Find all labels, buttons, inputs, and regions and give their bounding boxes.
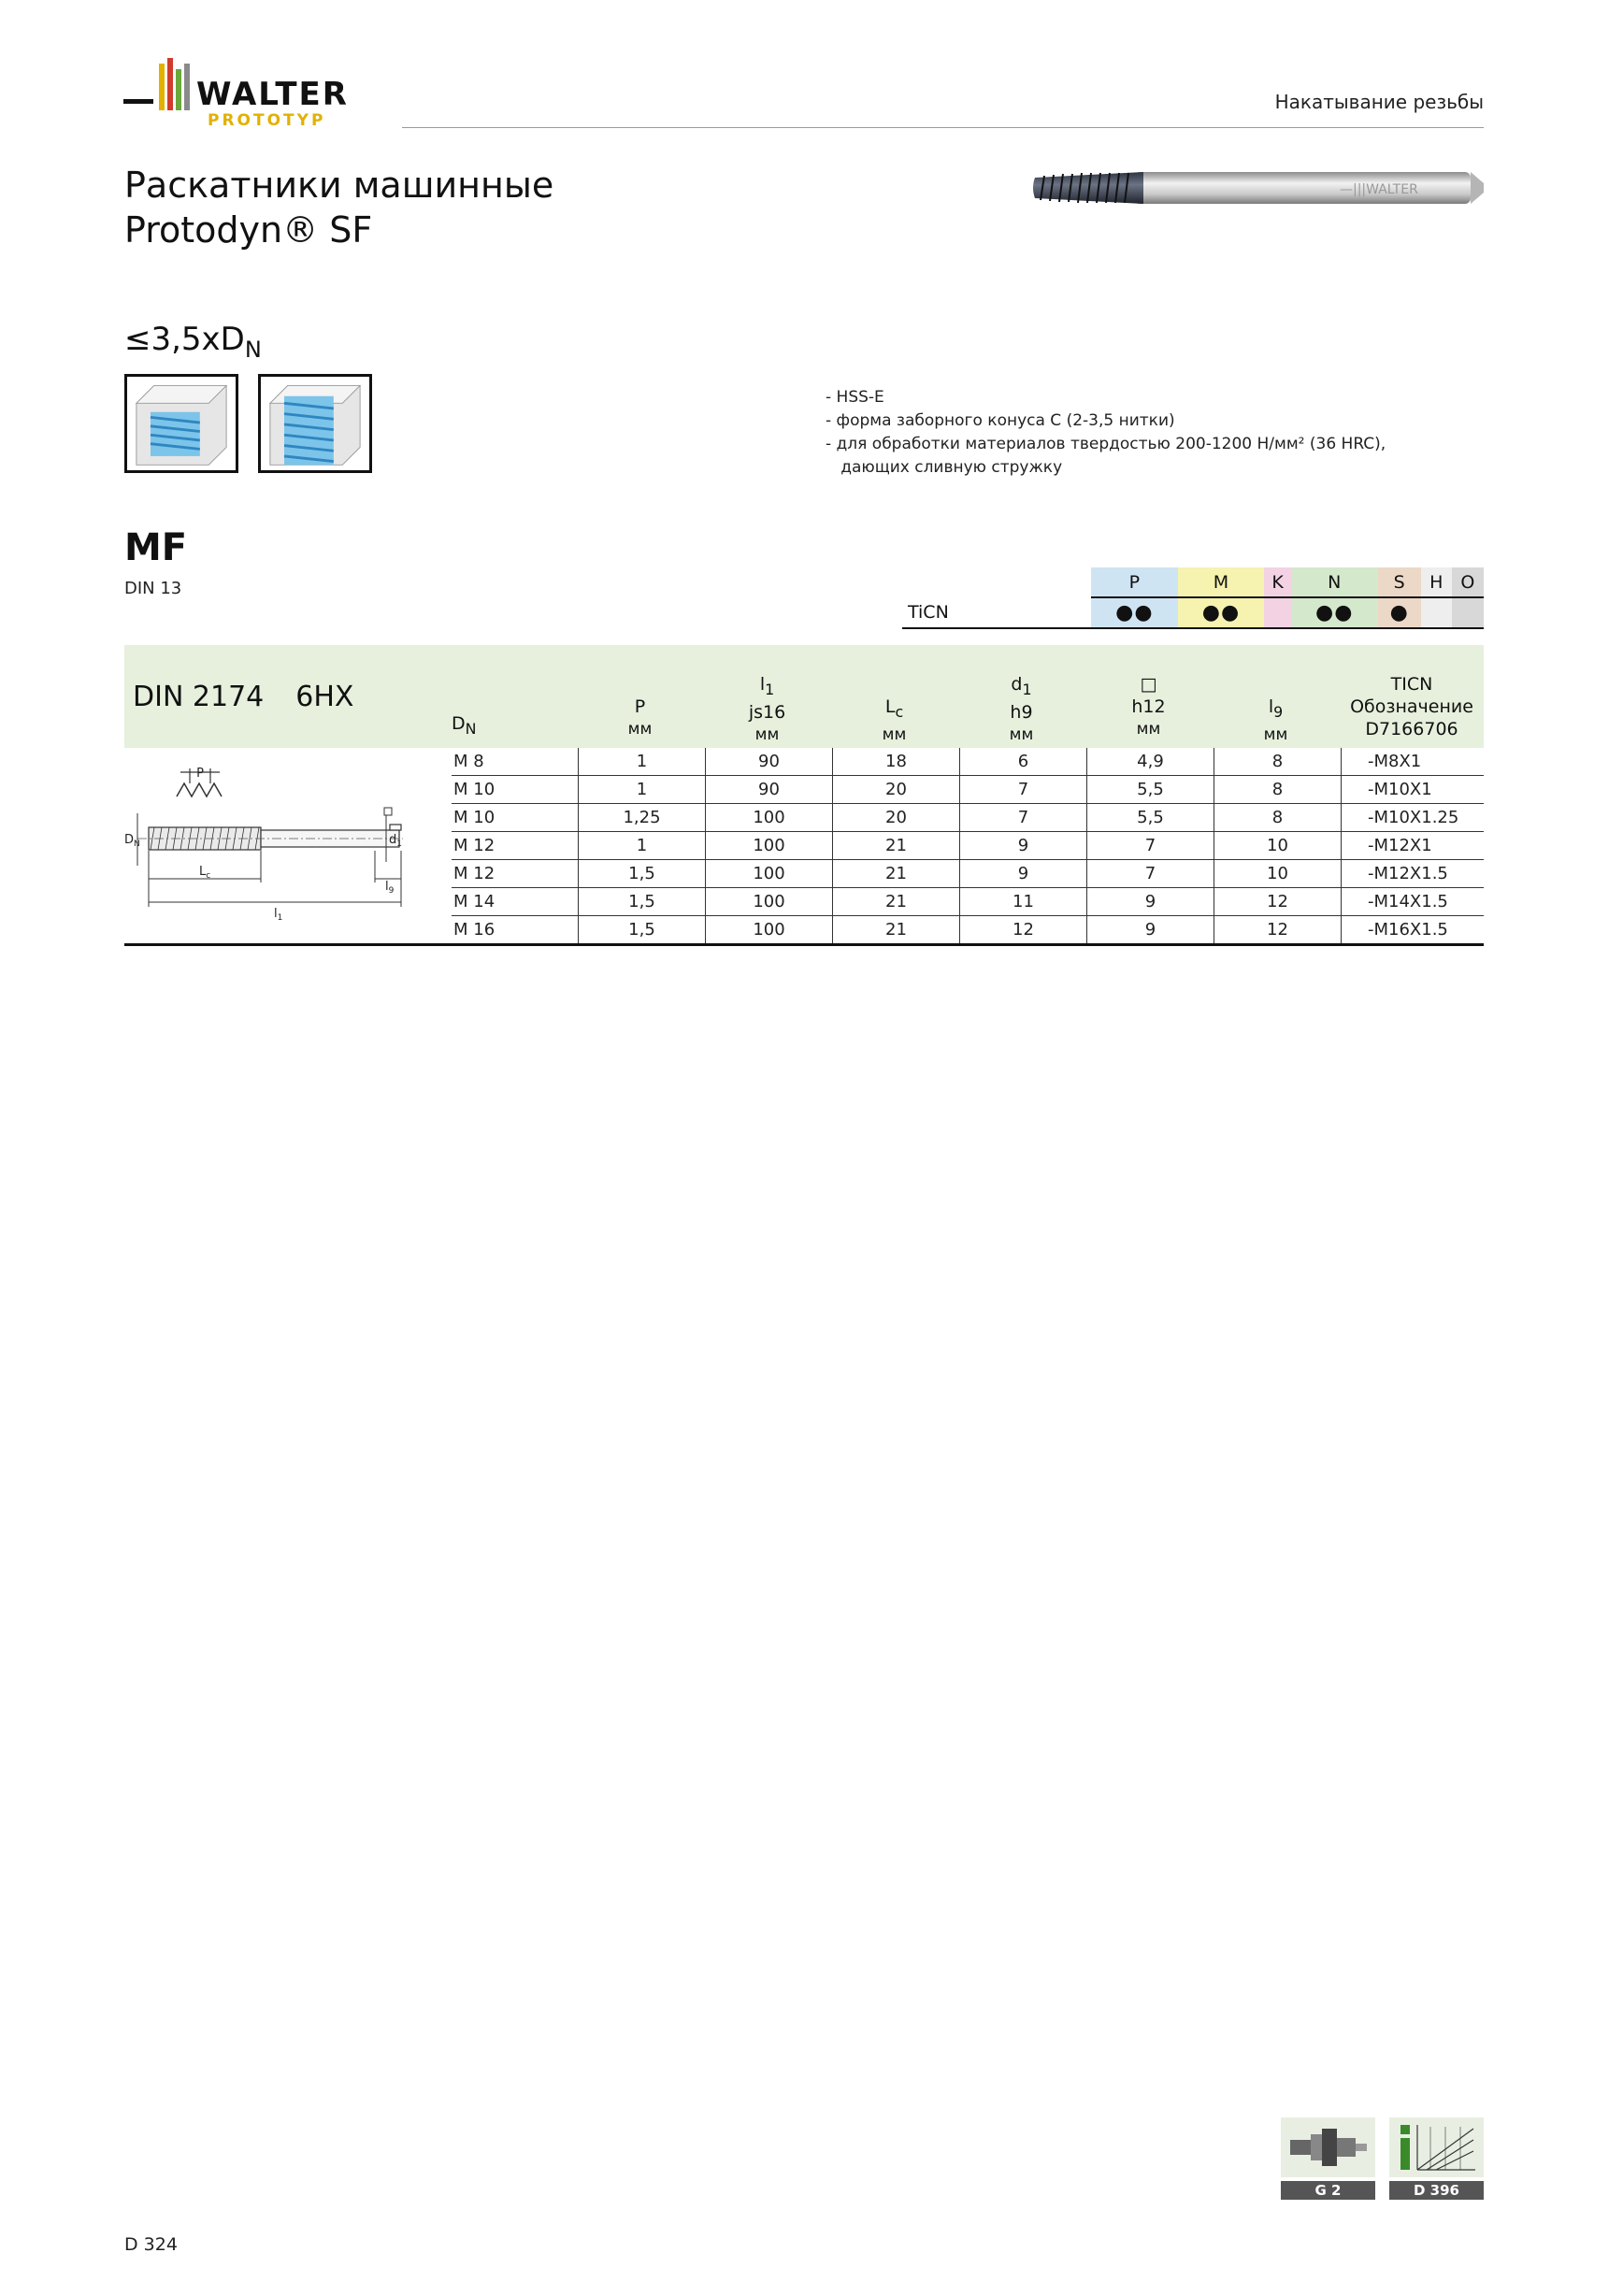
- table-cell: 1,25: [579, 804, 706, 832]
- table-row: [452, 832, 1484, 860]
- table-cell: 5,5: [1087, 804, 1214, 832]
- table-cell: 9: [1087, 916, 1214, 944]
- table-tolerance: 6HX: [295, 681, 354, 713]
- rating-m: ●●: [1178, 597, 1265, 628]
- table-cell: 100: [706, 832, 833, 860]
- product-table: [124, 645, 1484, 946]
- blind-hole-icon: [124, 374, 238, 473]
- header-rule: [402, 127, 1484, 128]
- table-cell: 100: [706, 804, 833, 832]
- group-standard: DIN 13: [124, 579, 182, 598]
- table-cell: 7: [960, 804, 1087, 832]
- cell-dn: M 10: [452, 776, 579, 804]
- table-cell: 20: [833, 804, 960, 832]
- section-label: Накатывание резьбы: [1274, 91, 1484, 113]
- material-k: K: [1264, 567, 1291, 597]
- reference-d396[interactable]: [1389, 2117, 1484, 2199]
- material-m: M: [1178, 567, 1265, 597]
- drawing-label-lc-sub: c: [206, 871, 211, 881]
- page-number: D 324: [124, 2234, 178, 2255]
- info-chart-icon: [1389, 2117, 1484, 2177]
- feature-item: - форма заборного конуса C (2-3,5 нитки): [826, 411, 1175, 430]
- material-rating-row: [902, 597, 1484, 628]
- tool-dimension-drawing: [124, 757, 405, 935]
- drawing-label-l1: l: [274, 907, 278, 921]
- feature-item: - HSS-E: [826, 388, 884, 407]
- rating-h: [1421, 597, 1452, 628]
- table-din: DIN 2174: [133, 681, 265, 713]
- table-cell: 8: [1214, 804, 1342, 832]
- material-header-row: [902, 567, 1484, 597]
- group-heading: MF: [124, 526, 188, 569]
- table-cell: 7: [1087, 860, 1214, 888]
- feature-item: - для обработки материалов твердостью 200-1200 Н/мм² (36 HRC),: [826, 435, 1386, 453]
- table-bottom-rule: [124, 943, 1484, 946]
- table-standard: [133, 681, 385, 713]
- svg-text:l1: [274, 907, 282, 923]
- table-cell: 9: [960, 860, 1087, 888]
- cell-dn: M 10: [452, 804, 579, 832]
- table-row: [452, 776, 1484, 804]
- svg-text:Lc: [199, 865, 210, 881]
- table-cell: 12: [1214, 916, 1342, 944]
- title-line-1: Раскатники машинные: [124, 165, 554, 206]
- col-head-d1: $d_1$ h9 мм: [1009, 674, 1034, 744]
- col-head-dn: $D_N$: [452, 713, 477, 738]
- table-cell: 100: [706, 888, 833, 916]
- title-line-2: Protodyn® SF: [124, 209, 373, 251]
- table-cell: 100: [706, 916, 833, 944]
- cell-code: -M16X1.5: [1368, 920, 1448, 940]
- svg-text:l9: [385, 880, 395, 896]
- material-o: O: [1452, 567, 1484, 597]
- drawing-label-l9: l: [385, 880, 389, 894]
- table-cell: 90: [706, 776, 833, 804]
- cell-code: -M14X1.5: [1342, 888, 1485, 916]
- col-head-code: TICN Обозначение D7166706: [1350, 674, 1473, 739]
- table-body: [452, 748, 1484, 943]
- table-cell: 12: [960, 916, 1087, 944]
- through-hole-icon: [258, 374, 372, 473]
- ratio-sub: N: [244, 336, 262, 363]
- cell-dn: M 14: [452, 888, 579, 916]
- drawing-label-d1: d: [389, 833, 397, 847]
- cell-code: -M8X1: [1342, 748, 1485, 776]
- rating-o: [1452, 597, 1484, 628]
- material-p: P: [1091, 567, 1178, 597]
- table-cell: 21: [833, 888, 960, 916]
- material-s: S: [1378, 567, 1421, 597]
- table-cell: 8: [1214, 776, 1342, 804]
- page-title: [124, 163, 553, 252]
- col-head-p: P мм: [627, 696, 653, 739]
- rating-n: ●●: [1291, 597, 1378, 628]
- coating-label: TiCN: [902, 597, 1091, 628]
- table-cell: 12: [1214, 888, 1342, 916]
- table-cell: 90: [706, 748, 833, 776]
- roll-tap-product-image: [1031, 159, 1484, 217]
- drawing-label-dn-sub: N: [134, 839, 140, 849]
- cell-code: -M12X1.5: [1342, 860, 1485, 888]
- table-cell: 11: [960, 888, 1087, 916]
- length-ratio: [124, 321, 262, 363]
- table-cell: 1: [579, 776, 706, 804]
- table-cell: 21: [833, 860, 960, 888]
- cell-code: -M10X1.25: [1342, 804, 1485, 832]
- table-cell: 8: [1214, 748, 1342, 776]
- reference-g2[interactable]: [1281, 2117, 1375, 2199]
- feature-item: дающих сливную стружку: [826, 458, 1063, 477]
- svg-text:d1: [389, 833, 402, 849]
- reference-g2-label: G 2: [1281, 2181, 1375, 2200]
- col-head-l1: $l_1$ js16 мм: [748, 674, 786, 744]
- cell-code: -M10X1: [1342, 776, 1485, 804]
- col-head-lc: $L_c$ мм: [882, 696, 907, 744]
- drawing-label-l9-sub: 9: [388, 886, 395, 896]
- table-cell: 9: [1087, 888, 1214, 916]
- tool-holder-icon: [1281, 2117, 1375, 2177]
- table-cell: 6: [960, 748, 1087, 776]
- rating-k: [1264, 597, 1291, 628]
- table-cell: 1,5: [579, 916, 706, 944]
- table-cell: 20: [833, 776, 960, 804]
- table-cell: 100: [706, 860, 833, 888]
- table-cell: 1: [579, 832, 706, 860]
- cell-dn: M 12: [452, 832, 579, 860]
- material-table: [902, 567, 1484, 629]
- reference-d396-label: D 396: [1389, 2181, 1484, 2200]
- table-cell: 1: [579, 748, 706, 776]
- table-row: [452, 916, 1484, 944]
- walter-prototyp-logo: [123, 58, 404, 133]
- table-cell: 10: [1214, 860, 1342, 888]
- logo-sub-brand: PROTOTYP: [208, 111, 326, 130]
- drawing-label-p: P: [196, 767, 204, 781]
- table-row: [452, 748, 1484, 776]
- table-row: [452, 860, 1484, 888]
- col-head-square: □ h12 мм: [1131, 674, 1166, 739]
- table-cell: 21: [833, 916, 960, 944]
- table-cell: 7: [1087, 832, 1214, 860]
- table-cell: 5,5: [1087, 776, 1214, 804]
- ratio-value: ≤3,5xD: [124, 321, 245, 358]
- drawing-label-d1-sub: 1: [396, 839, 402, 849]
- table-cell: 9: [960, 832, 1087, 860]
- cell-code: -M12X1: [1342, 832, 1485, 860]
- table-cell: 21: [833, 832, 960, 860]
- cell-dn: M 16: [452, 916, 579, 944]
- rating-s: ●: [1378, 597, 1421, 628]
- table-row: [452, 804, 1484, 832]
- material-h: H: [1421, 567, 1452, 597]
- table-cell: 4,9: [1087, 748, 1214, 776]
- drawing-label-dn: D: [124, 833, 135, 847]
- logo-brand: WALTER: [196, 76, 349, 113]
- table-row: [452, 888, 1484, 916]
- table-cell: 1,5: [579, 860, 706, 888]
- cell-dn: M 12: [452, 860, 579, 888]
- drawing-label-l1-sub: 1: [277, 913, 283, 923]
- col-head-l9: $l_9$ мм: [1263, 696, 1288, 744]
- rating-p: ●●: [1091, 597, 1178, 628]
- cell-dn: M 8: [452, 748, 579, 776]
- material-n: N: [1291, 567, 1378, 597]
- svg-text:—|||WALTER: —|||WALTER: [1340, 182, 1418, 197]
- table-cell: 18: [833, 748, 960, 776]
- table-cell: 1,5: [579, 888, 706, 916]
- feature-list: [826, 386, 1386, 480]
- table-cell: 10: [1214, 832, 1342, 860]
- drawing-label-lc: L: [199, 865, 207, 879]
- table-cell: 7: [960, 776, 1087, 804]
